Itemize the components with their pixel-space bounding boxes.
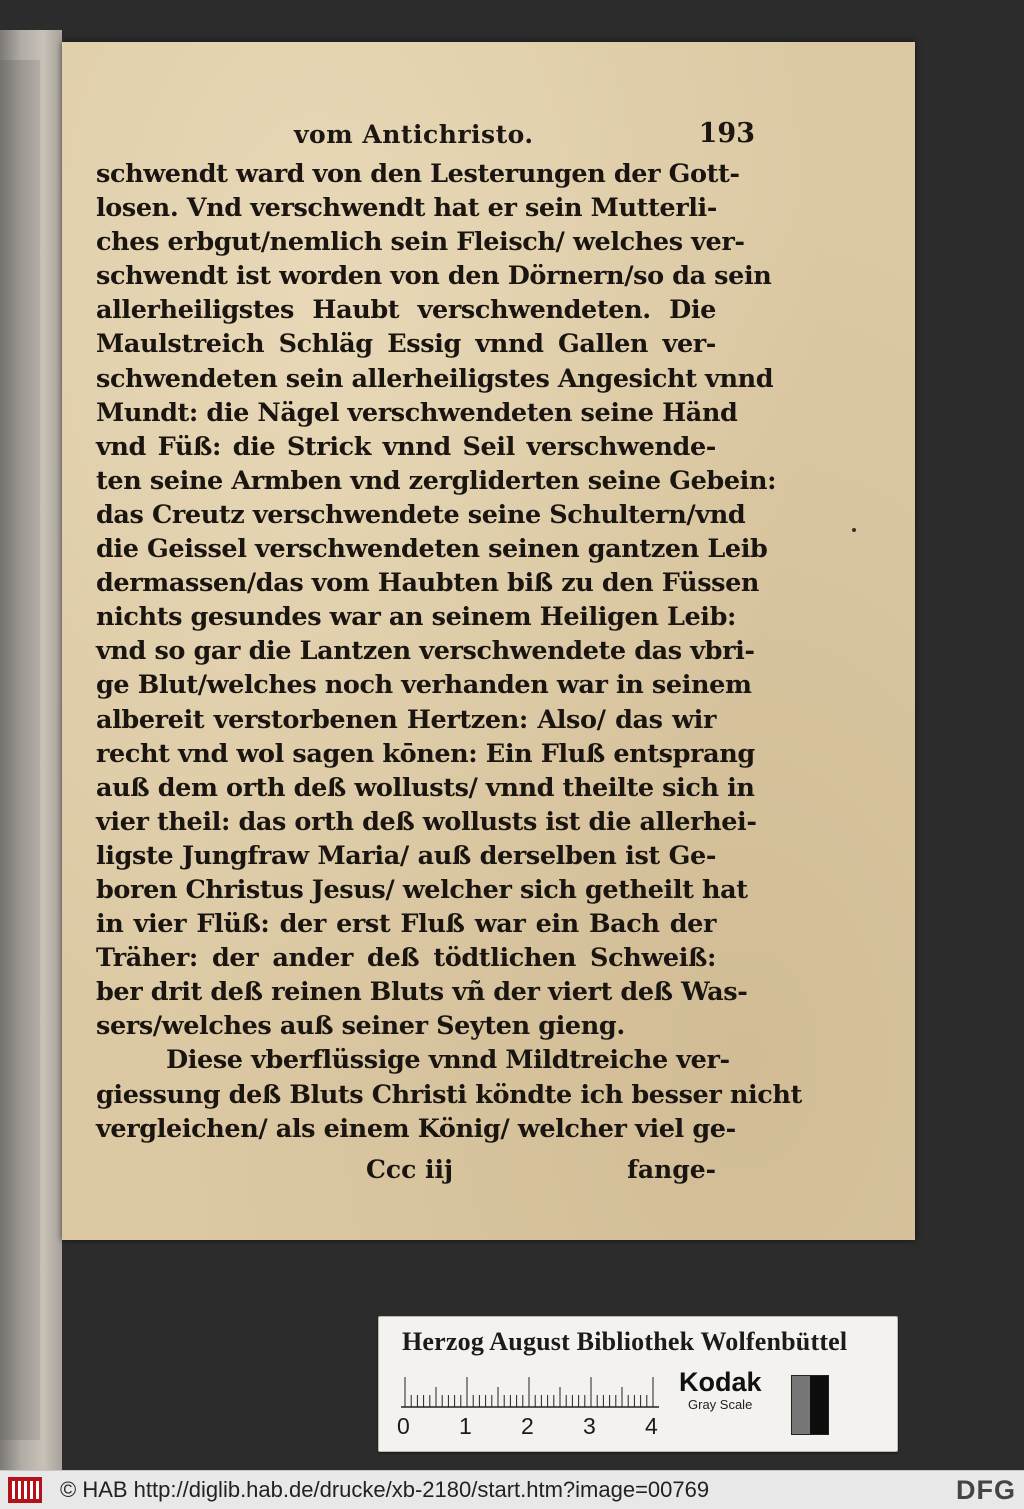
kodak-logo: Kodak (679, 1367, 762, 1397)
body-text (96, 157, 802, 1146)
text-line: vnd so gar die Lantzen verschwendete das vbri- (96, 636, 755, 667)
text-line: ligste Jungfraw Maria/ auß derselben ist Ge- (96, 840, 716, 871)
text-line: sers/welches auß seiner Seyten gieng. (96, 1011, 625, 1042)
text-line: vergleichen/ als einem König/ welcher viel ge- (96, 1113, 736, 1144)
catchword: fange- (627, 1155, 716, 1184)
ink-speck (852, 528, 856, 532)
text-line: ten seine Armben vnd zergliderten seine Gebein: (96, 465, 777, 496)
ruler-label: 4 (645, 1413, 658, 1439)
library-name: Herzog August Bibliothek Wolfenbüttel (402, 1327, 848, 1356)
ruler-label: 2 (521, 1413, 534, 1439)
page-number: 193 (698, 118, 755, 149)
grayscale-label: Gray Scale (688, 1397, 753, 1412)
text-line: losen. Vnd verschwendt hat er sein Mutterli- (96, 193, 717, 224)
text-line: albereit verstorbenen Hertzen: Also/ das wir (96, 704, 716, 735)
facing-page-shadow (0, 60, 40, 1440)
signature-line (96, 1155, 716, 1191)
ruler-scale (401, 1371, 659, 1413)
ruler-labels (393, 1413, 673, 1441)
text-line: nichts gesundes war an seinem Heiligen Leib: (96, 602, 737, 633)
text-line: das Creutz verschwendete seine Schultern/vnd (96, 499, 746, 530)
text-line: allerheiligstes Haubt verschwendeten. Die (96, 295, 716, 326)
text-line: ber drit deß reinen Bluts vñ der viert deß Was- (96, 977, 748, 1008)
text-line: giessung deß Bluts Christi köndte ich besser nicht (96, 1079, 802, 1110)
text-line: schwendt ward von den Lesterungen der Gott- (96, 159, 740, 189)
text-line: dermassen/das vom Haubten biß zu den Füssen (96, 568, 760, 599)
text-line: Mundt: die Nägel verschwendeten seine Händ (96, 397, 738, 428)
text-line: Maulstreich Schläg Essig vnnd Gallen ver- (96, 329, 716, 360)
text-line: ches erbgut/nemlich sein Fleisch/ welches ver- (96, 227, 745, 258)
text-line: die Geissel verschwendeten seinen gantzen Leib (96, 534, 768, 565)
dfg-logo: DFG (956, 1475, 1016, 1505)
footer-bar (0, 1470, 1024, 1509)
ruler-label: 0 (397, 1413, 410, 1439)
hab-logo-icon (8, 1477, 42, 1503)
book-page (62, 42, 915, 1240)
text-line: Diese vberflüssige vnnd Mildtreiche ver- (166, 1045, 730, 1076)
text-line: schwendeten sein allerheiligstes Angesicht vnnd (96, 363, 774, 394)
gray-swatch (791, 1375, 829, 1435)
text-line: in vier Flüß: der erst Fluß war ein Bach der (96, 909, 716, 940)
reference-card (378, 1316, 898, 1452)
text-line: auß dem orth deß wollusts/ vnnd theilte sich in (96, 772, 755, 803)
text-line: boren Christus Jesus/ welcher sich getheilt hat (96, 874, 748, 905)
text-line: vnd Füß: die Strick vnnd Seil verschwende- (96, 431, 716, 462)
text-line: vier theil: das orth deß wollusts ist die allerhei- (96, 806, 757, 837)
signature-mark: Ccc iij (366, 1155, 454, 1184)
text-line: recht vnd wol sagen kōnen: Ein Fluß entsprang (96, 738, 755, 769)
permalink-text[interactable]: © HAB http://diglib.hab.de/drucke/xb-2180/start.htm?image=00769 (60, 1477, 710, 1502)
ruler-label: 1 (459, 1413, 472, 1439)
text-line: Träher: der ander deß tödtlichen Schweiß: (96, 943, 716, 974)
running-head: vom Antichristo. (294, 120, 534, 149)
text-line: ge Blut/welches noch verhanden war in seinem (96, 670, 752, 701)
text-line: schwendt ist worden von den Dörnern/so da sein (96, 261, 772, 292)
ruler-label: 3 (583, 1413, 596, 1439)
